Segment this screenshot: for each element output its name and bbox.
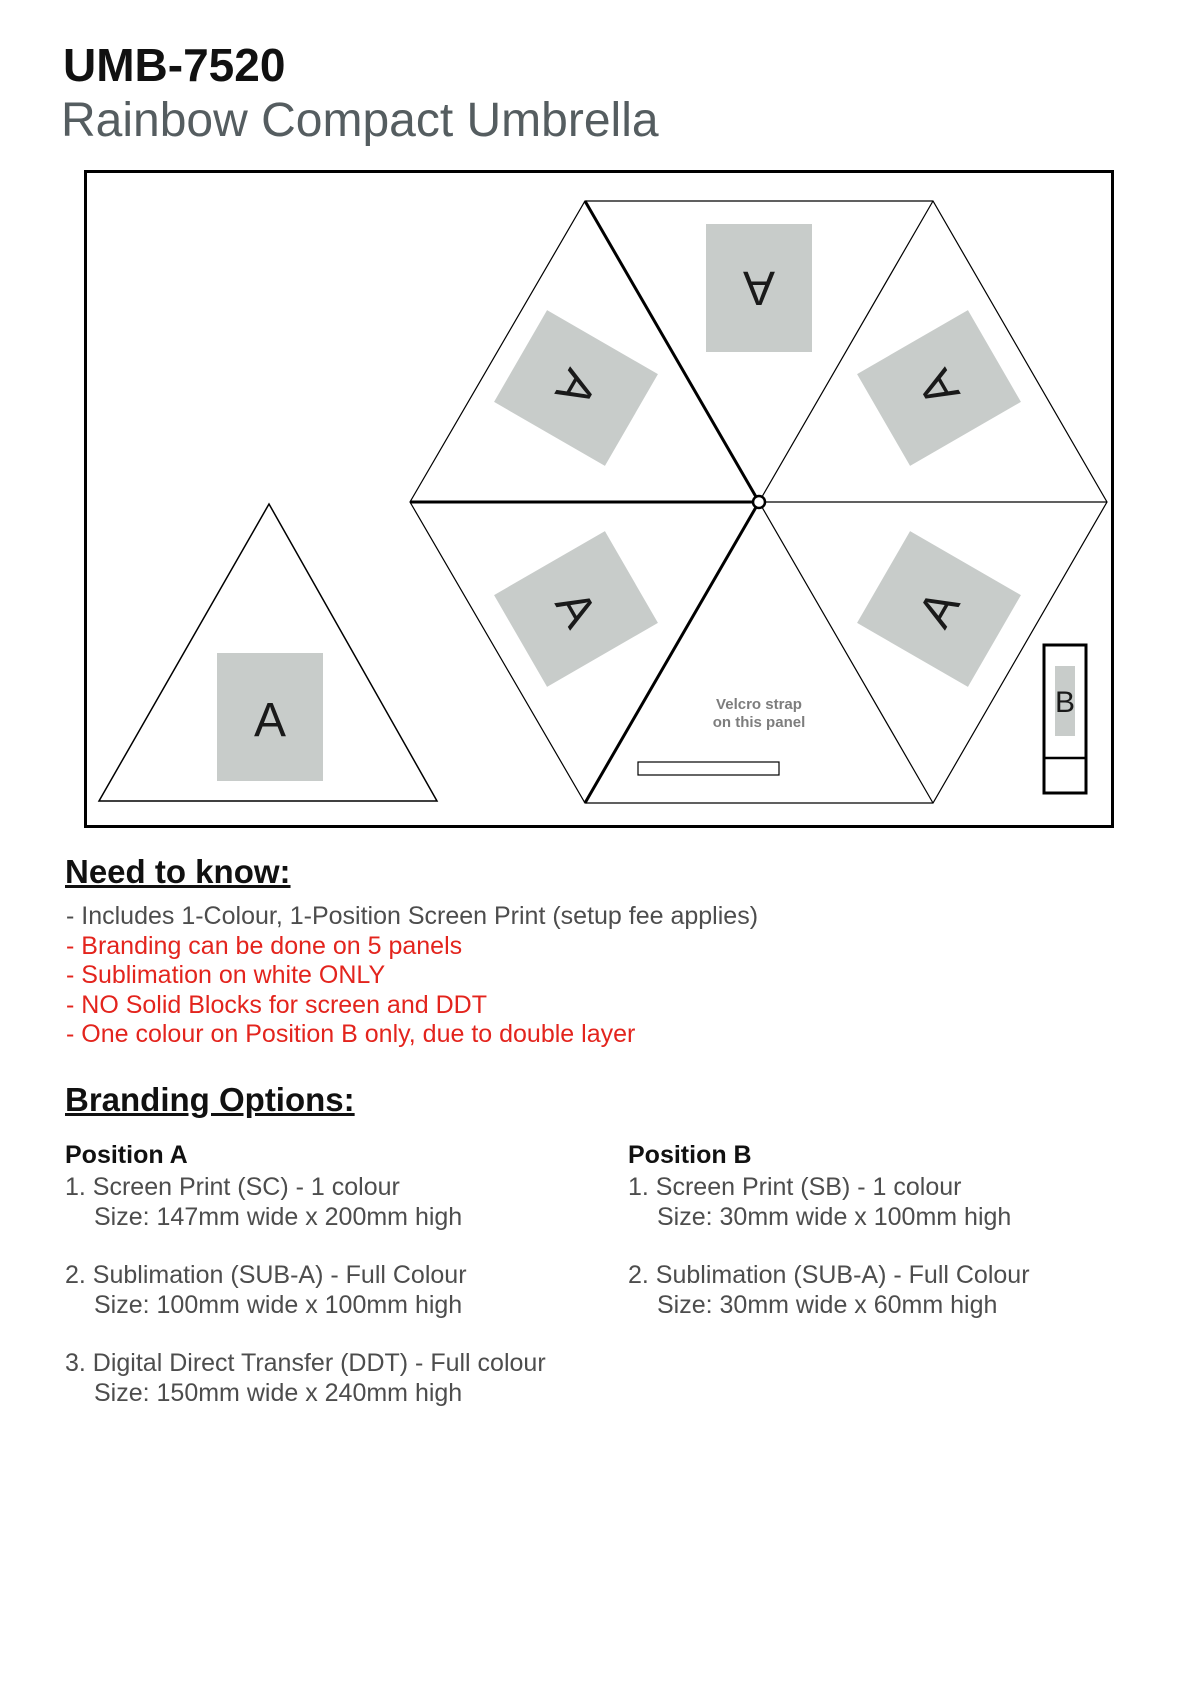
option-size: Size: 150mm wide x 240mm high: [94, 1378, 463, 1407]
velcro-label-line1: Velcro strap: [716, 696, 802, 713]
panel-upper-right-letter: A: [908, 360, 971, 415]
option-method: 3. Digital Direct Transfer (DDT) - Full colour: [65, 1349, 546, 1377]
need-to-know-item: - One colour on Position B only, due to double layer: [66, 1020, 636, 1048]
position-a-option: [65, 1349, 546, 1408]
position-b-option: [628, 1173, 1030, 1232]
option-method: 2. Sublimation (SUB-A) - Full Colour: [628, 1261, 1030, 1289]
option-size: Size: 100mm wide x 100mm high: [94, 1290, 463, 1319]
need-to-know-item: - NO Solid Blocks for screen and DDT: [66, 990, 487, 1019]
option-method: 2. Sublimation (SUB-A) - Full Colour: [65, 1261, 467, 1289]
need-to-know-list: [66, 902, 758, 1050]
need-to-know-title: Need to know:: [65, 853, 291, 890]
position-b-heading: Position B: [628, 1141, 752, 1169]
panel-top-letter: A: [742, 261, 776, 314]
need-to-know-item: - Sublimation on white ONLY: [66, 961, 386, 989]
position-a-option: [65, 1173, 546, 1232]
position-b-letter: B: [1054, 686, 1076, 719]
need-to-know-item: - Includes 1-Colour, 1-Position Screen Print (setup fee applies): [66, 902, 759, 930]
product-code: UMB-7520: [63, 39, 286, 91]
position-b-option: [628, 1261, 1030, 1320]
position-b-column: [628, 1143, 1030, 1349]
panel-upper-left-letter: A: [544, 360, 607, 415]
position-a-column: [65, 1143, 546, 1437]
option-size: Size: 30mm wide x 100mm high: [657, 1202, 1012, 1231]
option-size: Size: 147mm wide x 200mm high: [94, 1202, 463, 1231]
umbrella-diagram: [84, 170, 1114, 828]
branding-options-title: Branding Options:: [65, 1081, 355, 1118]
velcro-strap: [638, 762, 779, 775]
position-a-option: [65, 1261, 546, 1320]
canopy-center: [753, 496, 765, 508]
single-panel-letter: A: [253, 694, 287, 747]
panel-lower-left-letter: A: [544, 582, 607, 637]
option-method: 1. Screen Print (SC) - 1 colour: [65, 1173, 400, 1201]
option-method: 1. Screen Print (SB) - 1 colour: [628, 1173, 962, 1201]
need-to-know-item: - Branding can be done on 5 panels: [66, 931, 463, 960]
position-a-heading: Position A: [65, 1141, 188, 1169]
panel-top-print: [706, 224, 812, 352]
panel-lower-right-letter: A: [908, 582, 971, 637]
velcro-label-line2: on this panel: [712, 714, 806, 731]
option-size: Size: 30mm wide x 60mm high: [657, 1290, 998, 1319]
umbrella-diagram-svg: [87, 173, 1111, 825]
product-name: Rainbow Compact Umbrella: [61, 94, 659, 147]
